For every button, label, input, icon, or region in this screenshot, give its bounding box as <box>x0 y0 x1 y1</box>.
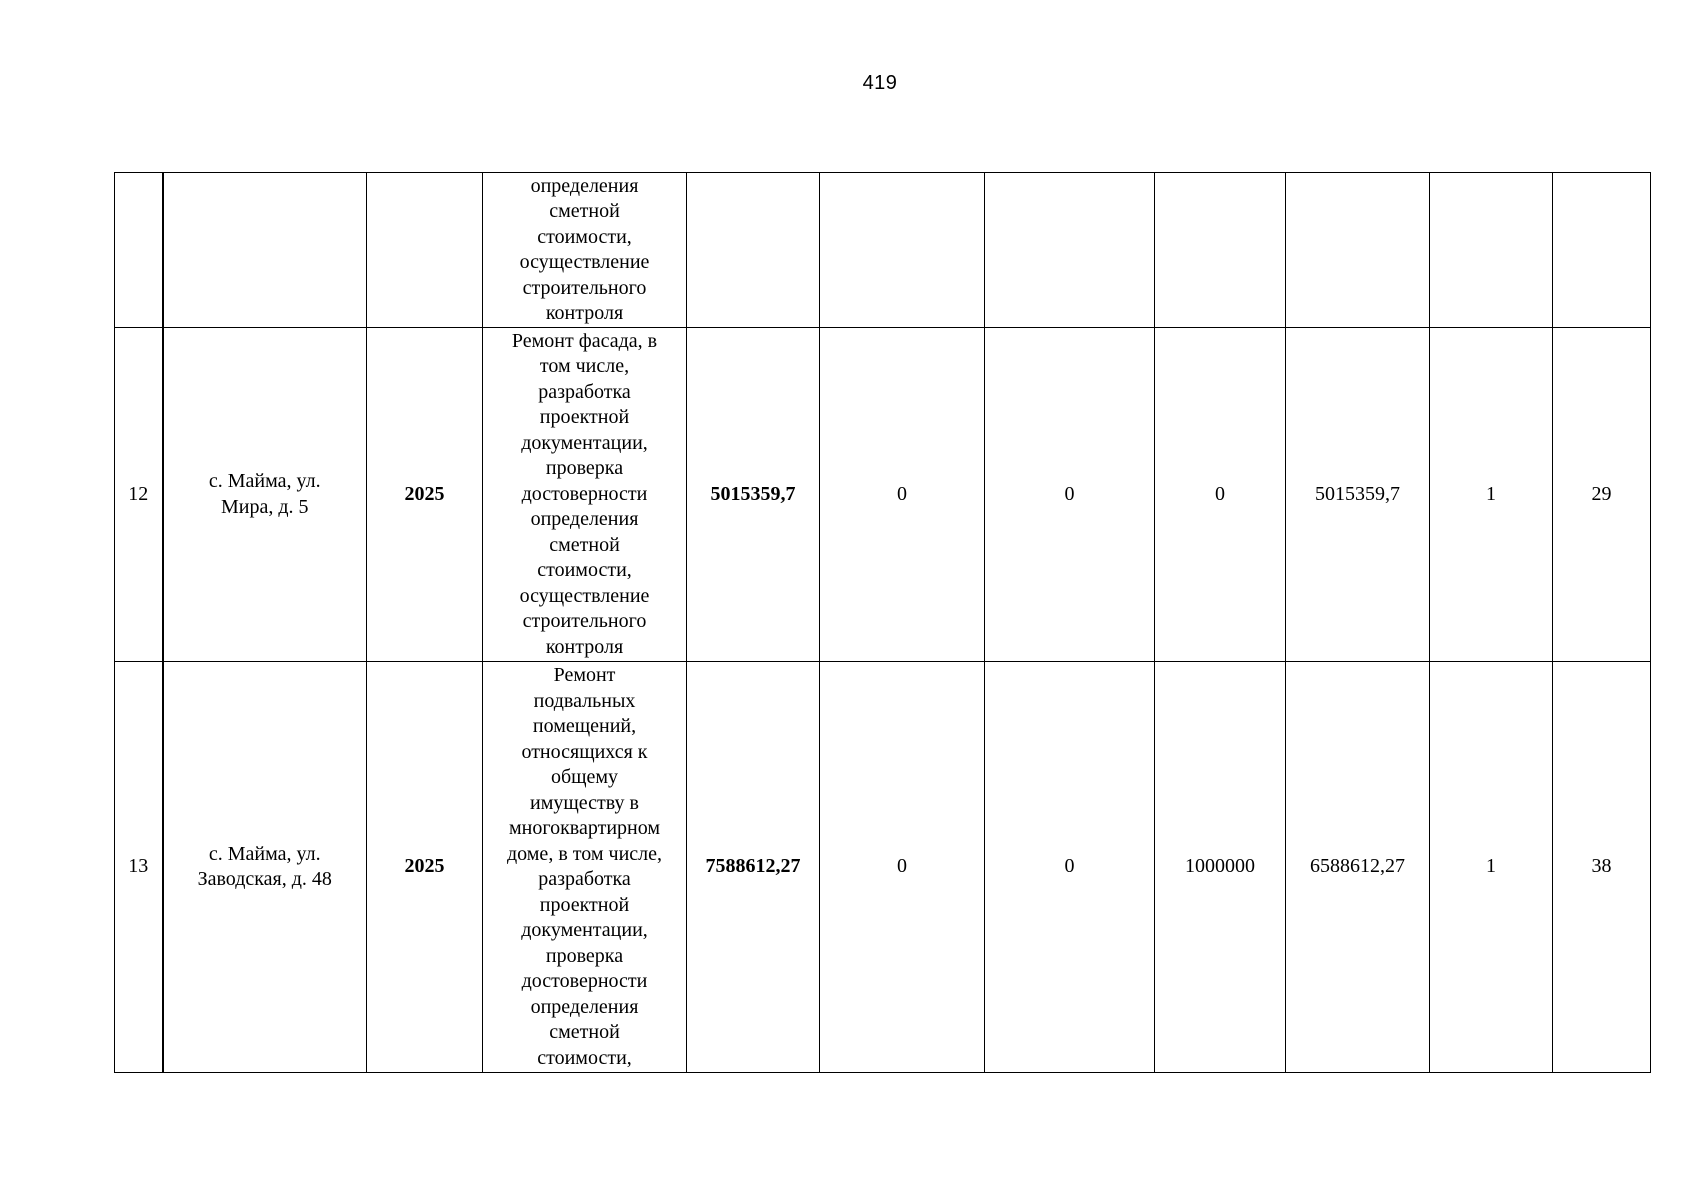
funding-cell-1: 0 <box>820 328 985 662</box>
funding-cell-4: 6588612,27 <box>1286 662 1430 1073</box>
table-row <box>115 173 1651 328</box>
work-description-text: Ремонт подвальных помещений, относящихся к общему имуществу в многоквартирном доме, в том числе, разработка проектной документации, проверка достоверности определения сметной стоимости, <box>506 664 663 1069</box>
row-number-cell: 13 <box>115 662 163 1073</box>
total-cost-cell: 7588612,27 <box>687 662 820 1073</box>
address-cell: с. Майма, ул. Мира, д. 5 <box>163 328 367 662</box>
work-description-cell <box>483 173 687 328</box>
funding-cell-2: 0 <box>985 662 1155 1073</box>
funding-cell-4: 5015359,7 <box>1286 328 1430 662</box>
total-cost-cell <box>687 173 820 328</box>
last-cell <box>1553 173 1651 328</box>
data-table <box>114 172 1651 1073</box>
work-description-cell <box>483 328 687 662</box>
funding-cell-2 <box>985 173 1155 328</box>
year-cell: 2025 <box>367 328 483 662</box>
row-number-cell: 12 <box>115 328 163 662</box>
count-cell <box>1430 173 1553 328</box>
funding-cell-3: 1000000 <box>1155 662 1286 1073</box>
total-cost-cell: 5015359,7 <box>687 328 820 662</box>
funding-cell-4 <box>1286 173 1430 328</box>
last-cell: 29 <box>1553 328 1651 662</box>
address-cell <box>163 173 367 328</box>
funding-cell-3 <box>1155 173 1286 328</box>
funding-cell-1 <box>820 173 985 328</box>
table-row <box>115 662 1651 1073</box>
count-cell: 1 <box>1430 328 1553 662</box>
page-number: 419 <box>862 72 898 94</box>
funding-cell-3: 0 <box>1155 328 1286 662</box>
address-cell: с. Майма, ул. Заводская, д. 48 <box>163 662 367 1073</box>
year-cell <box>367 173 483 328</box>
work-description-text: определения сметной стоимости, осуществление строительного контроля <box>519 174 650 324</box>
count-cell: 1 <box>1430 662 1553 1073</box>
funding-cell-2: 0 <box>985 328 1155 662</box>
row-number-cell <box>115 173 163 328</box>
funding-cell-1: 0 <box>820 662 985 1073</box>
table-row <box>115 328 1651 662</box>
work-description-text: Ремонт фасада, в том числе, разработка проектной документации, проверка достоверности определения сметной стоимости, осуществление строительного контроля <box>511 329 658 658</box>
year-cell: 2025 <box>367 662 483 1073</box>
last-cell: 38 <box>1553 662 1651 1073</box>
work-description-cell <box>483 662 687 1073</box>
